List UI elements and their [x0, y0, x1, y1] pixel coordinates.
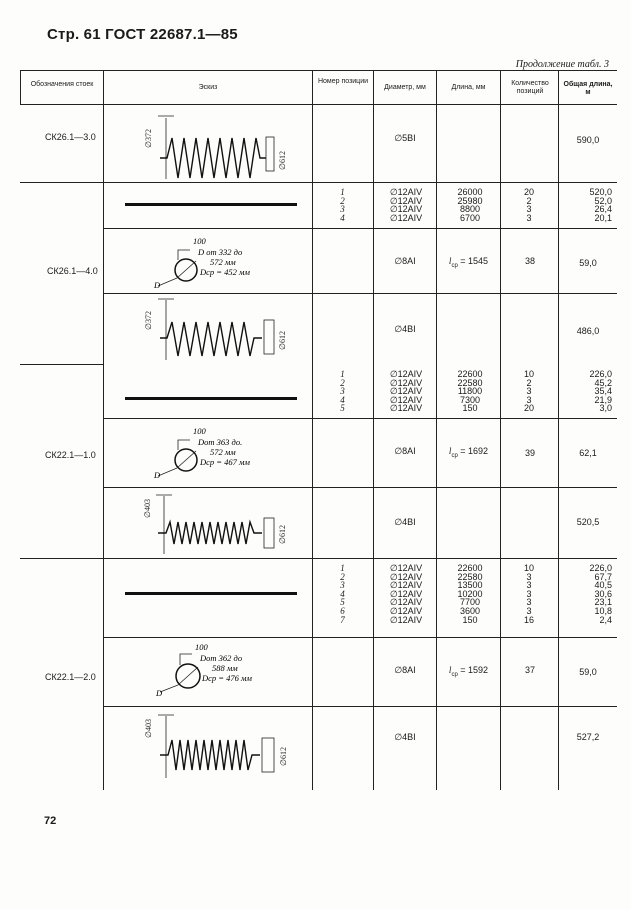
ring-label: Dср = 467 мм: [200, 457, 250, 467]
total-item: 52,0: [594, 195, 612, 206]
ring-label: 572 мм: [210, 257, 236, 267]
diameter-item: ∅12AIV: [389, 588, 423, 599]
row-line: [103, 558, 617, 559]
position-item: 3: [340, 386, 345, 397]
spring-dimension-label: ∅612: [278, 525, 287, 544]
continuation-label: Продолжение табл. 3: [515, 59, 609, 70]
total-item: 20,1: [594, 212, 612, 223]
length-cell: [437, 256, 500, 269]
length-symbol: l: [448, 665, 452, 675]
length-subscript: ср: [451, 671, 458, 678]
total-item: 67,7: [594, 571, 612, 582]
table-header-bottom: [20, 104, 617, 105]
quantity-item: 3: [526, 588, 532, 599]
spring-dimension-label: ∅612: [279, 747, 288, 766]
ring-label: 572 мм: [210, 447, 236, 457]
diameter-item: ∅12AIV: [389, 571, 423, 582]
spiral-spring-sketch: [140, 106, 300, 182]
length-value: = 1545: [457, 256, 489, 266]
row-line: [103, 293, 617, 294]
length-subscript: ср: [451, 452, 458, 459]
group-line: [20, 558, 103, 559]
length-symbol: l: [448, 446, 452, 456]
ring-label: 100: [195, 642, 208, 652]
length-symbol: l: [448, 256, 452, 266]
quantity-item: 20: [523, 403, 534, 414]
total-cell: 59,0: [579, 258, 597, 268]
total-item: 30,6: [594, 588, 612, 599]
total-item: 26,4: [594, 204, 612, 215]
length-item: 6700: [459, 212, 481, 223]
position-item: 4: [340, 588, 345, 599]
ring-label: 100: [193, 426, 206, 436]
length-item: 22600: [457, 369, 483, 379]
col-divider-4: [436, 70, 437, 790]
quantity-item: 3: [526, 605, 532, 616]
spring-dimension-label: ∅612: [278, 331, 287, 350]
length-list: [450, 564, 490, 624]
total-cell: 590,0: [576, 135, 600, 145]
ring-label: D: [154, 470, 161, 480]
position-item: 7: [340, 614, 345, 625]
length-item: 25980: [457, 195, 483, 206]
header-position: Номер позиции: [317, 78, 369, 85]
reinforcement-table: [20, 70, 617, 790]
length-cell: [437, 665, 500, 678]
header-total: Общая длина, м: [563, 81, 613, 96]
diameter-cell: ∅8AI: [394, 665, 416, 675]
ring-label: D: [154, 280, 161, 290]
header-length: Длина, мм: [451, 84, 486, 91]
quantity-item: 2: [526, 377, 532, 388]
total-list: [568, 564, 612, 624]
quantity-item: 3: [526, 580, 532, 591]
quantity-item: 3: [526, 386, 532, 397]
length-item: 26000: [457, 187, 483, 197]
diameter-item: ∅12AIV: [389, 580, 423, 591]
position-item: 4: [340, 394, 345, 405]
diameter-item: ∅12AIV: [389, 614, 423, 625]
table-border-top: [20, 70, 617, 71]
spiral-spring-sketch: [140, 708, 300, 780]
diameter-item: ∅12AIV: [389, 212, 423, 223]
spring-dimension-label: ∅403: [143, 499, 152, 518]
position-item: 2: [340, 571, 345, 582]
diameter-item: ∅12AIV: [389, 403, 423, 414]
quantity-item: 10: [523, 369, 534, 379]
quantity-item: 16: [523, 614, 534, 625]
total-cell: 520,5: [576, 517, 600, 527]
diameter-item: ∅12AIV: [389, 369, 423, 379]
diameter-cell: ∅8AI: [394, 256, 416, 266]
header-mark: Обозначения стоек: [30, 81, 94, 88]
ring-label: D от 332 до: [198, 247, 243, 257]
col-divider-2: [312, 70, 313, 790]
row-line: [103, 487, 617, 488]
page-header: Стр. 61 ГОСТ 22687.1—85: [47, 26, 238, 43]
total-list: [568, 188, 612, 222]
length-cell: [437, 446, 500, 459]
position-item: 6: [340, 605, 345, 616]
diameter-cell: ∅5BI: [394, 133, 416, 143]
row-line: [103, 418, 617, 419]
ring-label: 100: [193, 236, 206, 246]
quantity-item: 3: [526, 204, 532, 215]
diameter-item: ∅12AIV: [389, 187, 423, 197]
mark-label: СК22.1—2.0: [45, 672, 96, 682]
spiral-spring-sketch: [140, 490, 300, 556]
position-list: [335, 188, 350, 222]
ring-sketch: [150, 230, 300, 292]
length-item: 13500: [457, 580, 483, 591]
total-cell: 59,0: [579, 667, 597, 677]
total-item: 226,0: [589, 563, 612, 573]
ring-label: Dот 363 до.: [198, 437, 243, 447]
total-item: 10,8: [594, 605, 612, 616]
mark-label: СК22.1—1.0: [45, 450, 96, 460]
position-item: 3: [340, 580, 345, 591]
total-item: 40,5: [594, 580, 612, 591]
length-subscript: ср: [451, 262, 458, 269]
col-divider-1: [103, 70, 104, 790]
quantity-item: 2: [526, 195, 532, 206]
quantity-item: 3: [526, 394, 532, 405]
row-line: [103, 706, 617, 707]
length-list: [450, 188, 490, 222]
diameter-cell: ∅8AI: [394, 446, 416, 456]
position-item: 4: [340, 212, 345, 223]
col-divider-5: [500, 70, 501, 790]
straight-bar-sketch: [125, 592, 297, 595]
length-item: 22580: [457, 377, 483, 388]
quantity-item: 3: [526, 212, 532, 223]
mark-label: СК26.1—4.0: [47, 266, 98, 276]
group-line: [20, 182, 103, 183]
total-item: 45,2: [594, 377, 612, 388]
diameter-item: ∅12AIV: [389, 597, 423, 608]
ring-label: D: [156, 688, 163, 698]
total-item: 21,9: [594, 394, 612, 405]
quantity-item: 3: [526, 571, 532, 582]
total-item: 520,0: [589, 187, 612, 197]
diameter-list: [378, 564, 434, 624]
diameter-list: [378, 370, 434, 413]
position-list: [335, 564, 350, 624]
length-item: 11800: [457, 386, 483, 397]
row-line: [103, 182, 617, 183]
diameter-list: [378, 188, 434, 222]
total-item: 3,0: [599, 403, 612, 414]
position-item: 5: [340, 403, 345, 414]
ring-label: Dот 362 до: [200, 653, 243, 663]
length-value: = 1692: [457, 446, 489, 456]
diameter-item: ∅12AIV: [389, 377, 423, 388]
diameter-cell: ∅4BI: [394, 732, 416, 742]
position-item: 2: [340, 195, 345, 206]
diameter-item: ∅12AIV: [389, 394, 423, 405]
quantity-item: 3: [526, 597, 532, 608]
length-item: 7300: [459, 394, 481, 405]
total-item: 23,1: [594, 597, 612, 608]
total-cell: 486,0: [576, 326, 600, 336]
total-cell: 527,2: [576, 732, 600, 742]
position-item: 1: [340, 563, 345, 573]
diameter-cell: ∅4BI: [394, 517, 416, 527]
quantity-cell: 38: [524, 256, 535, 266]
position-item: 3: [340, 204, 345, 215]
diameter-item: ∅12AIV: [389, 605, 423, 616]
spring-dimension-label: ∅372: [144, 311, 153, 330]
diameter-item: ∅12AIV: [389, 563, 423, 573]
quantity-item: 10: [523, 563, 534, 573]
total-cell: 62,1: [579, 448, 597, 458]
quantity-list: [517, 564, 541, 624]
header-diameter: Диаметр, мм: [384, 84, 426, 91]
quantity-cell: 37: [524, 665, 535, 675]
col-divider-6: [558, 70, 559, 790]
total-item: 2,4: [599, 614, 612, 625]
total-item: 35,4: [594, 386, 612, 397]
col-divider-3: [373, 70, 374, 790]
length-item: 3600: [459, 605, 481, 616]
spring-dimension-label: ∅403: [144, 719, 153, 738]
diameter-item: ∅12AIV: [389, 195, 423, 206]
diameter-item: ∅12AIV: [389, 204, 423, 215]
header-quantity: Количество позиций: [511, 80, 549, 95]
diameter-cell: ∅4BI: [394, 324, 416, 334]
length-item: 22580: [457, 571, 483, 582]
row-line: [103, 637, 617, 638]
total-list: [568, 370, 612, 413]
length-value: = 1592: [457, 665, 489, 675]
quantity-cell: 39: [524, 448, 535, 458]
length-item: 150: [462, 403, 478, 414]
length-item: 8800: [459, 204, 481, 215]
position-item: 5: [340, 597, 345, 608]
header-sketch: Эскиз: [198, 84, 218, 91]
ring-sketch: [150, 422, 300, 484]
length-item: 150: [462, 614, 478, 625]
mark-label: СК26.1—3.0: [45, 132, 96, 142]
ring-label: 588 мм: [212, 663, 238, 673]
length-list: [450, 370, 490, 413]
length-item: 7700: [459, 597, 481, 608]
ring-label: Dср = 452 мм: [200, 267, 250, 277]
table-border-left: [20, 70, 21, 104]
row-line: [103, 228, 617, 229]
position-item: 1: [340, 369, 345, 379]
straight-bar-sketch: [125, 397, 297, 400]
spiral-spring-sketch: [140, 296, 300, 362]
ring-sketch: [150, 640, 300, 702]
quantity-list: [517, 188, 541, 222]
length-item: 10200: [457, 588, 483, 599]
total-item: 226,0: [589, 369, 612, 379]
ring-label: Dср = 476 мм: [202, 673, 252, 683]
quantity-item: 20: [523, 187, 534, 197]
group-line: [20, 364, 103, 365]
position-list: [335, 370, 350, 413]
diameter-item: ∅12AIV: [389, 386, 423, 397]
spring-dimension-label: ∅372: [144, 129, 153, 148]
quantity-list: [517, 370, 541, 413]
straight-bar-sketch: [125, 203, 297, 206]
position-item: 2: [340, 377, 345, 388]
page-number: 72: [44, 815, 57, 827]
length-item: 22600: [457, 563, 483, 573]
spring-dimension-label: ∅612: [278, 151, 287, 170]
position-item: 1: [340, 187, 345, 197]
